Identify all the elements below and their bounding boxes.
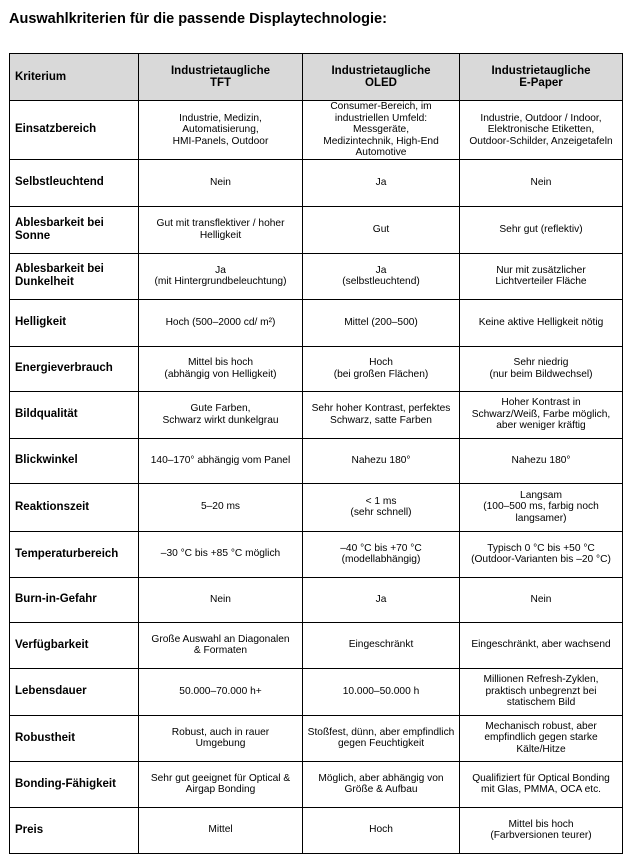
cell-tft: 140–170° abhängig vom Panel [139, 438, 303, 483]
cell-tft: Ja (mit Hintergrundbeleuchtung) [139, 253, 303, 299]
table-body [10, 101, 623, 854]
header-tft: Industrietaugliche TFT [139, 54, 303, 101]
cell-epaper: Langsam (100–500 ms, farbig noch langsamer) [460, 483, 623, 531]
cell-epaper: Hoher Kontrast in Schwarz/Weiß, Farbe möglich, aber weniger kräftig [460, 391, 623, 438]
row-criterion: Ablesbarkeit bei Dunkelheit [10, 253, 139, 299]
cell-epaper: Qualifiziert für Optical Bonding mit Glas, PMMA, OCA etc. [460, 761, 623, 807]
cell-tft: Mittel [139, 807, 303, 853]
cell-epaper: Typisch 0 °C bis +50 °C (Outdoor-Varianten bis –20 °C) [460, 531, 623, 577]
cell-tft: Große Auswahl an Diagonalen & Formaten [139, 622, 303, 668]
table-row [10, 253, 623, 299]
cell-tft: –30 °C bis +85 °C möglich [139, 531, 303, 577]
table-row [10, 483, 623, 531]
row-criterion: Lebensdauer [10, 668, 139, 715]
cell-epaper: Mittel bis hoch (Farbversionen teurer) [460, 807, 623, 853]
table-row [10, 807, 623, 853]
table-row [10, 761, 623, 807]
cell-tft: 5–20 ms [139, 483, 303, 531]
cell-tft: Gute Farben, Schwarz wirkt dunkelgrau [139, 391, 303, 438]
cell-oled: Ja [303, 577, 460, 622]
table-row [10, 391, 623, 438]
table-row [10, 622, 623, 668]
cell-oled: Stoßfest, dünn, aber empfindlich gegen Feuchtigkeit [303, 715, 460, 761]
cell-oled: Möglich, aber abhängig von Größe & Aufbau [303, 761, 460, 807]
page-title: Auswahlkriterien für die passende Displaytechnologie: [9, 11, 387, 27]
row-criterion: Burn-in-Gefahr [10, 577, 139, 622]
cell-oled: Mittel (200–500) [303, 299, 460, 346]
header-row [10, 54, 623, 101]
table-row [10, 577, 623, 622]
cell-epaper: Sehr niedrig (nur beim Bildwechsel) [460, 346, 623, 391]
cell-oled: Ja (selbstleuchtend) [303, 253, 460, 299]
row-criterion: Bonding-Fähigkeit [10, 761, 139, 807]
row-criterion: Verfügbarkeit [10, 622, 139, 668]
table-row [10, 206, 623, 253]
cell-epaper: Keine aktive Helligkeit nötig [460, 299, 623, 346]
cell-tft: Nein [139, 577, 303, 622]
table-row [10, 668, 623, 715]
header-oled: Industrietaugliche OLED [303, 54, 460, 101]
cell-epaper: Nein [460, 159, 623, 206]
cell-epaper: Nur mit zusätzlicher Lichtverteiler Fläche [460, 253, 623, 299]
cell-oled: Sehr hoher Kontrast, perfektes Schwarz, satte Farben [303, 391, 460, 438]
row-criterion: Selbstleuchtend [10, 159, 139, 206]
cell-oled: Hoch (bei großen Flächen) [303, 346, 460, 391]
cell-tft: Robust, auch in rauer Umgebung [139, 715, 303, 761]
cell-epaper: Eingeschränkt, aber wachsend [460, 622, 623, 668]
row-criterion: Helligkeit [10, 299, 139, 346]
table-row [10, 715, 623, 761]
cell-epaper: Millionen Refresh-Zyklen, praktisch unbegrenzt bei statischem Bild [460, 668, 623, 715]
cell-tft: Nein [139, 159, 303, 206]
cell-epaper: Sehr gut (reflektiv) [460, 206, 623, 253]
row-criterion: Ablesbarkeit bei Sonne [10, 206, 139, 253]
row-criterion: Reaktionszeit [10, 483, 139, 531]
cell-oled: Consumer-Bereich, im industriellen Umfeld: Messgeräte, Medizintechnik, High-End Automotive [303, 101, 460, 160]
table-row [10, 159, 623, 206]
row-criterion: Blickwinkel [10, 438, 139, 483]
cell-oled: Nahezu 180° [303, 438, 460, 483]
cell-tft: Industrie, Medizin, Automatisierung, HMI-Panels, Outdoor [139, 101, 303, 160]
header-epaper: Industrietaugliche E-Paper [460, 54, 623, 101]
cell-tft: Hoch (500–2000 cd/ m²) [139, 299, 303, 346]
comparison-table [9, 53, 623, 854]
cell-oled: < 1 ms (sehr schnell) [303, 483, 460, 531]
row-criterion: Energieverbrauch [10, 346, 139, 391]
cell-oled: Gut [303, 206, 460, 253]
table-row [10, 438, 623, 483]
table-row [10, 299, 623, 346]
cell-epaper: Industrie, Outdoor / Indoor, Elektronische Etiketten, Outdoor-Schilder, Anzeigetafeln [460, 101, 623, 160]
cell-oled: 10.000–50.000 h [303, 668, 460, 715]
cell-oled: Eingeschränkt [303, 622, 460, 668]
cell-epaper: Nahezu 180° [460, 438, 623, 483]
header-criterion: Kriterium [10, 54, 139, 101]
cell-oled: Ja [303, 159, 460, 206]
cell-tft: Mittel bis hoch (abhängig von Helligkeit) [139, 346, 303, 391]
row-criterion: Bildqualität [10, 391, 139, 438]
cell-tft: Sehr gut geeignet für Optical & Airgap Bonding [139, 761, 303, 807]
table-row [10, 101, 623, 160]
table-row [10, 346, 623, 391]
cell-oled: –40 °C bis +70 °C (modellabhängig) [303, 531, 460, 577]
row-criterion: Robustheit [10, 715, 139, 761]
cell-epaper: Mechanisch robust, aber empfindlich gegen starke Kälte/Hitze [460, 715, 623, 761]
table-row [10, 531, 623, 577]
cell-epaper: Nein [460, 577, 623, 622]
row-criterion: Temperaturbereich [10, 531, 139, 577]
cell-tft: Gut mit transflektiver / hoher Helligkeit [139, 206, 303, 253]
row-criterion: Einsatzbereich [10, 101, 139, 160]
cell-tft: 50.000–70.000 h+ [139, 668, 303, 715]
row-criterion: Preis [10, 807, 139, 853]
cell-oled: Hoch [303, 807, 460, 853]
